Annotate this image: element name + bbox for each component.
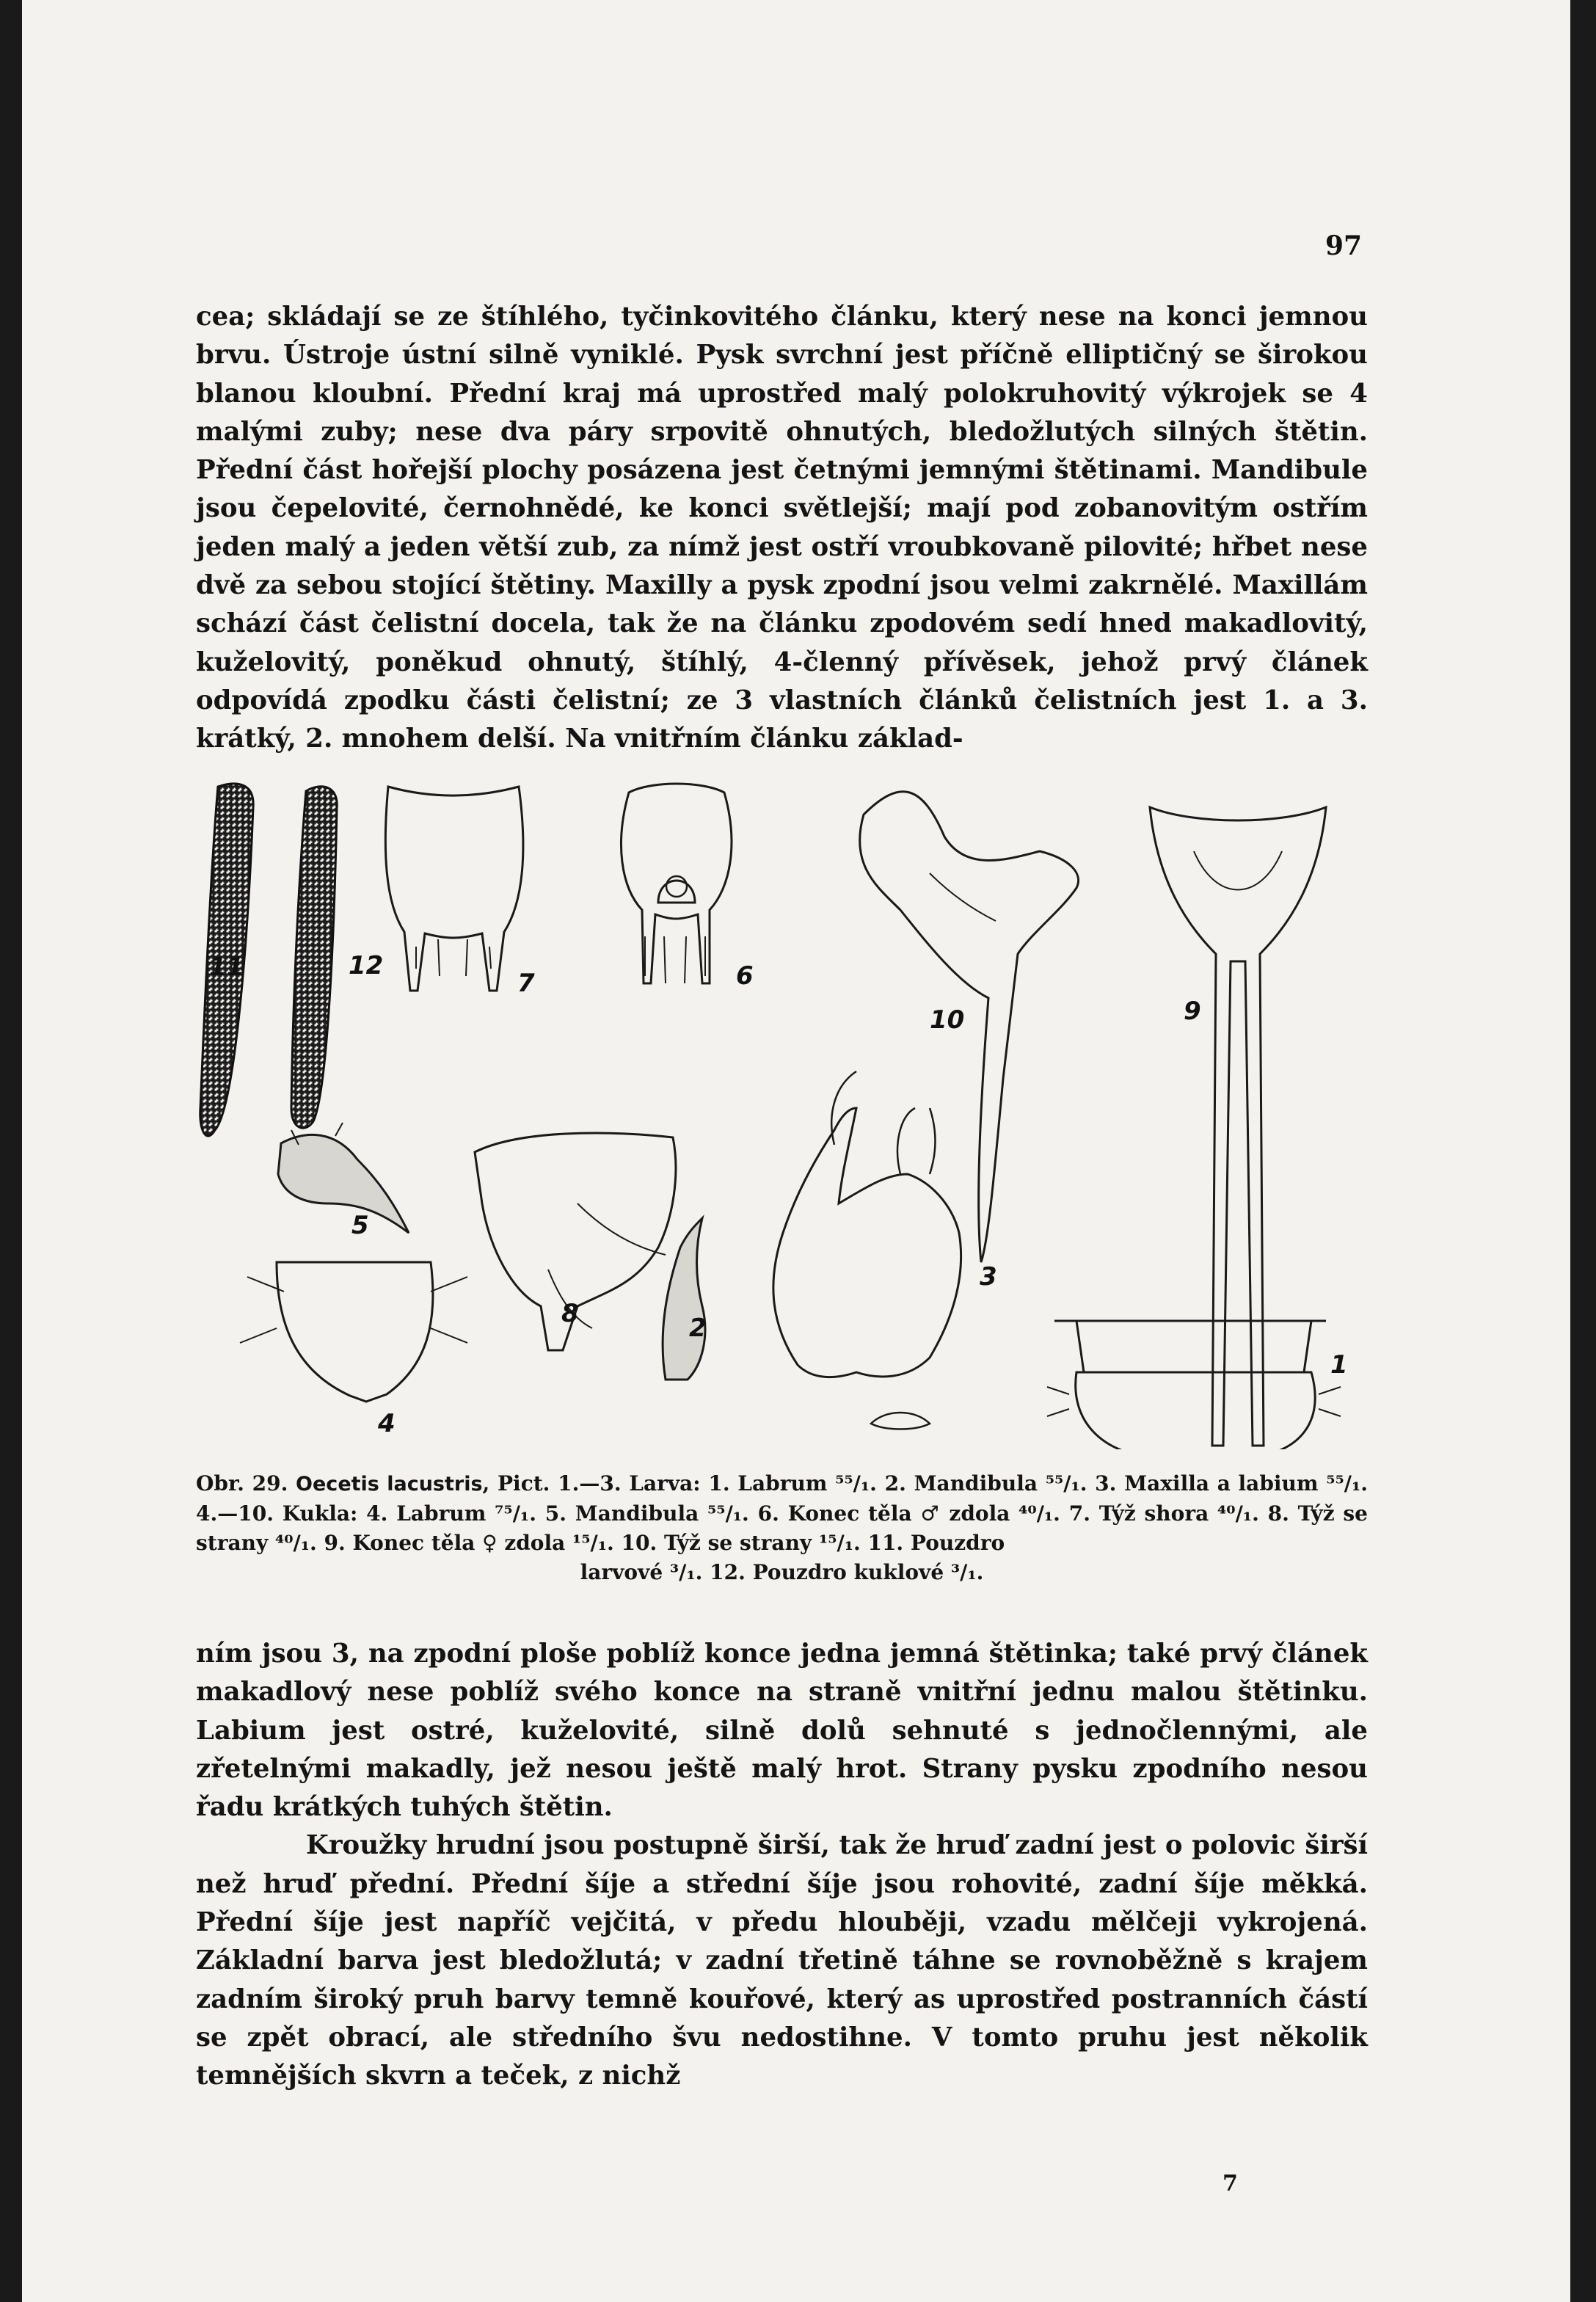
figure-label: 7 — [517, 969, 535, 998]
book-page — [22, 0, 1570, 2302]
figure-label: 4 — [378, 1409, 396, 1438]
page-number: 97 — [1325, 230, 1363, 261]
pupal-mandible-drawing — [278, 1134, 409, 1233]
caption-text: , Pict. 1.—3. Larva: 1. Labrum ⁵⁵/₁. 2. Mandibula ⁵⁵/₁. 3. Maxilla a labium ⁵⁵/₁. 4.—10. Kukla: 4. Labrum ⁷⁵/₁. 5. Mandibula ⁵⁵/₁. 6. Konec těla ♂ zdola ⁴⁰/₁. 7. Týž shora ⁴⁰/₁. 8. Týž se strany ⁴⁰/₁. 9. Konec těla ♀ zdola ¹⁵/₁. 10. Týž se strany ¹⁵/₁. 11. Pouzdro — [196, 1471, 1369, 1555]
figure-illustration — [196, 763, 1368, 1449]
figure-label: 9 — [1184, 997, 1201, 1026]
paragraph: Kroužky hrudní jsou postupně širší, tak že hruď zadní jest o polovic širší než hruď přední. Přední šíje a střední šíje jsou rohovité, zadní šíje měkká. Přední šíje jest napříč vejčitá, v předu hlouběji, vzadu mělčeji vykrojená. Základní barva jest bledožlutá; v zadní třetině táhne se rovnoběžně s krajem zadním široký pruh barvy temně kouřové, který as uprostřed postranních částí se zpět obrací, ale středního švu nedostihne. V tomto pruhu jest několik temnějších skvrn a teček, z nichž — [196, 1830, 1368, 2091]
figure-label: 10 — [930, 1005, 965, 1035]
pupal-labrum-drawing — [277, 1262, 433, 1402]
figure-label: 5 — [351, 1211, 369, 1240]
figure-label: 8 — [561, 1299, 579, 1328]
figure-label: 3 — [980, 1262, 997, 1292]
sheet-signature: 7 — [1222, 2171, 1238, 2196]
figure-caption — [196, 1469, 1368, 1587]
body-end-side-drawing — [860, 792, 1079, 1262]
figure-drawings — [196, 763, 1368, 1449]
figure-label: 12 — [349, 951, 384, 980]
text-block-bottom — [196, 1635, 1368, 2096]
figure-label: 2 — [689, 1314, 707, 1343]
figure-label: 6 — [736, 961, 754, 991]
caption-species: Oecetis lacustris — [296, 1473, 483, 1496]
body-end-top-drawing — [385, 787, 523, 991]
body-end-below-drawing — [622, 784, 732, 983]
body-end-female-drawing — [1150, 807, 1326, 1446]
text-block-top — [196, 298, 1368, 759]
caption-last-line: larvové ³/₁. 12. Pouzdro kuklové ³/₁. — [580, 1560, 984, 1584]
maxilla-labium-drawing — [773, 1108, 961, 1377]
larval-labrum-drawing — [1054, 1321, 1326, 1449]
pupal-case-drawing — [291, 787, 337, 1128]
larval-mandible-drawing — [663, 1218, 705, 1380]
paragraph: cea; skládají se ze štíhlého, tyčinkovitého článku, který nese na konci jemnou brvu. Ústroje ústní silně vyniklé. Pysk svrchní jest příčně elliptičný se širokou blanou kloubní. Přední kraj má uprostřed malý polokruhovitý výkrojek se 4 malými zuby; nese dva páry srpovitě ohnutých, bledožlutých silných štětin. Přední část hořejší plochy posázena jest četnými jemnými štětinami. Mandibule jsou čepelovité, černohnědé, ke konci světlejší; mají pod zobanovitým ostřím jeden malý a jeden větší zub, za nímž jest ostří vroubkovaně pilovité; hřbet nese dvě za sebou stojící štětiny. Maxilly a pysk zpodní jsou velmi zakrnělé. Maxillám schází část čelistní docela, tak že na článku zpodovém sedí hned makadlovitý, kuželovitý, poněkud ohnutý, štíhlý, 4-členný přívěsek, jehož prvý článek odpovídá zpodku části čelistní; ze 3 vlastních článků čelistních jest 1. a 3. krátký, 2. mnohem delší. Na vnitřním článku základ- — [196, 302, 1368, 754]
caption-prefix: Obr. 29. — [196, 1471, 288, 1496]
figure-label: 1 — [1330, 1350, 1348, 1380]
paragraph: ním jsou 3, na zpodní ploše poblíž konce jedna jemná štětinka; také prvý článek makadlový nese poblíž svého konce na straně vnitřní jednu malou štětinku. Labium jest ostré, kuželovité, silně dolů sehnuté s jednočlennými, ale zřetelnými makadly, jež nesou ještě malý hrot. Strany pysku zpodního nesou řadu krátkých tuhých štětin. — [196, 1639, 1368, 1823]
figure-label: 11 — [209, 953, 244, 982]
